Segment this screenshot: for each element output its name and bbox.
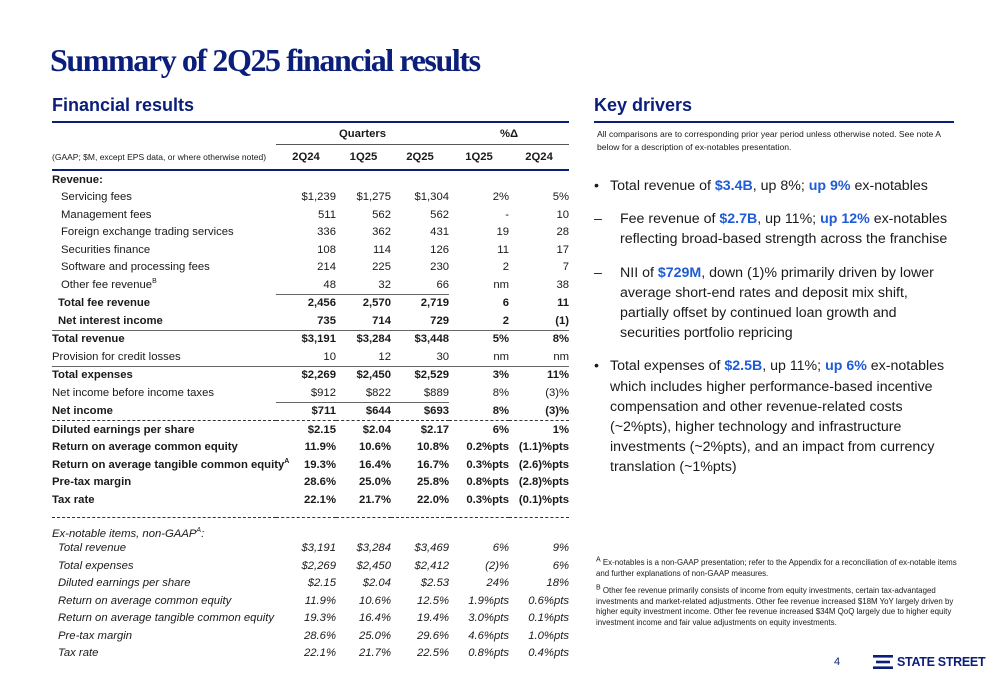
state-street-logo xyxy=(873,655,985,669)
table-cell: 19.3% xyxy=(303,612,336,625)
table-cell: 28.6% xyxy=(303,629,336,642)
state-street-logo-icon xyxy=(873,655,893,669)
table-row xyxy=(52,348,569,366)
driver-text: Total revenue of xyxy=(610,178,715,194)
table-cell: 6 xyxy=(449,294,509,312)
table-cell: 6% xyxy=(449,421,509,439)
row-label-text: Tax rate xyxy=(52,493,95,506)
table-cell: (2)% xyxy=(485,559,510,572)
driver-highlight: up 12% xyxy=(820,211,870,228)
drivers-note: All comparisons are to corresponding prior year period unless otherwise noted. See note A below for a description of ex-notables presentation. xyxy=(597,129,941,152)
table-cell: 0.8%pts xyxy=(466,476,510,489)
table-cell: 11 xyxy=(497,243,510,256)
footnotes xyxy=(596,558,958,636)
table-cell: 4.6%pts xyxy=(468,629,510,642)
driver-text: , up 11%; xyxy=(762,358,826,375)
row-label-text: Total expenses xyxy=(58,559,134,572)
row-label xyxy=(52,592,276,610)
table-row xyxy=(52,294,569,312)
table-cell: 16.4% xyxy=(358,612,391,625)
row-label xyxy=(52,348,276,366)
table-spacer xyxy=(52,509,569,518)
driver-text: Fee revenue of xyxy=(620,211,720,228)
table-cell: nm xyxy=(553,350,570,363)
driver-text: , down (1)% primarily driven by lower average short-end rates and deposit mix shift, partially offset by continued loan growth and securities portfolio repricing xyxy=(620,264,934,342)
row-label xyxy=(52,241,276,259)
table-row xyxy=(52,241,569,259)
table-cell: 562 xyxy=(430,208,450,221)
table-cell: (2.6)%pts xyxy=(518,458,570,471)
table-row xyxy=(52,610,569,628)
table-cell: 29.6% xyxy=(416,629,450,642)
table-cell: 0.4%pts xyxy=(528,647,570,660)
table-cell: $2.15 xyxy=(307,577,336,590)
row-label-text: Return on average tangible common equity xyxy=(58,612,275,625)
table-cell: 24% xyxy=(486,577,510,590)
footnote-a xyxy=(596,558,958,579)
row-label-text: Servicing fees xyxy=(61,191,132,204)
table-cell: 1% xyxy=(509,421,569,439)
table-cell: 362 xyxy=(372,226,391,239)
table-cell: 11% xyxy=(509,366,569,384)
quarters-group-header: Quarters xyxy=(276,123,449,145)
driver-highlight: up 9% xyxy=(808,178,851,194)
row-label xyxy=(52,456,290,474)
table-cell: (2.8)%pts xyxy=(518,476,570,489)
table-cell: nm xyxy=(493,350,510,363)
row-label-text: Provision for credit losses xyxy=(52,350,181,363)
exnotable-label-text: Ex-notable items, non-GAAP xyxy=(52,527,197,540)
table-cell: 11 xyxy=(509,294,569,312)
table-cell: nm xyxy=(493,278,510,291)
table-cell: $3,284 xyxy=(356,542,391,555)
row-label-text: Pre-tax margin xyxy=(58,629,133,642)
row-label-text: Net income before income taxes xyxy=(52,387,215,399)
table-cell: 22.0% xyxy=(416,493,450,506)
table-cell: 126 xyxy=(430,243,450,256)
table-row xyxy=(52,189,569,207)
table-cell: $693 xyxy=(391,402,449,421)
row-label xyxy=(52,224,276,242)
table-cell: $2.04 xyxy=(336,421,391,439)
row-label-text: Total fee revenue xyxy=(58,297,151,309)
footnote-a-text: Ex-notables is a non-GAAP presentation; refer to the Appendix for a reconciliation of ex-notable items and further explanations of non-GAAP measures. xyxy=(596,558,957,578)
row-label-text: Management fees xyxy=(61,208,152,221)
table-cell: 10 xyxy=(323,350,336,363)
driver-text: Total expenses of xyxy=(610,358,725,375)
table-cell: 21.7% xyxy=(358,647,391,660)
table-cell: 114 xyxy=(372,243,391,256)
table-cell: 2 xyxy=(502,314,510,327)
table-cell: (3)% xyxy=(545,386,570,399)
revenue-section-label: Revenue: xyxy=(52,173,103,186)
row-label xyxy=(52,366,276,384)
table-row xyxy=(52,206,569,224)
row-label-text: Return on average common equity xyxy=(52,441,238,454)
col-header-pct-1q25: 1Q25 xyxy=(449,145,509,171)
table-cell: 16.7% xyxy=(416,458,450,471)
table-cell: $1,304 xyxy=(414,191,450,204)
driver-text: , up 8%; xyxy=(752,178,809,194)
key-drivers-rule xyxy=(594,121,954,123)
row-label-text: Securities finance xyxy=(61,243,151,256)
financial-results-heading: Financial results xyxy=(52,95,195,115)
table-cell: $822 xyxy=(365,386,391,399)
table-cell: $3,284 xyxy=(336,330,391,348)
table-cell: 1.0%pts xyxy=(528,629,570,642)
exnotable-section-row xyxy=(52,517,569,540)
table-cell: $2,269 xyxy=(301,559,336,572)
pct-change-group-header: %Δ xyxy=(449,123,569,145)
table-cell: $2.15 xyxy=(276,421,336,439)
key-drivers-list xyxy=(594,176,959,491)
table-row xyxy=(52,366,569,384)
table-cell: $2,269 xyxy=(276,366,336,384)
table-cell: 16.4% xyxy=(358,458,391,471)
table-cell: 25.0% xyxy=(358,629,391,642)
table-column-header-row xyxy=(52,145,569,171)
table-cell: 10.6% xyxy=(358,441,391,454)
table-cell: $644 xyxy=(336,402,391,421)
row-label xyxy=(52,312,276,330)
table-cell: - xyxy=(505,208,510,221)
footnote-b-mark: B xyxy=(596,584,601,592)
driver-highlight: $2.5B xyxy=(724,358,763,375)
col-header-2q24: 2Q24 xyxy=(276,145,336,171)
table-cell: 8% xyxy=(449,402,509,421)
table-cell: 22.5% xyxy=(416,647,450,660)
table-cell: 225 xyxy=(372,261,391,274)
table-cell: 6% xyxy=(552,559,570,572)
row-label-text: Net interest income xyxy=(58,314,163,327)
row-label xyxy=(52,330,276,348)
table-cell: 7 xyxy=(562,261,570,274)
key-drivers-heading: Key drivers xyxy=(594,95,693,115)
table-cell: (1) xyxy=(555,314,570,327)
row-label-text: Pre-tax margin xyxy=(52,476,132,489)
row-label xyxy=(52,189,276,207)
row-label xyxy=(52,294,276,312)
row-label-text: Foreign exchange trading services xyxy=(61,226,234,239)
row-label xyxy=(52,206,276,224)
table-cell: 12.5% xyxy=(416,594,450,607)
driver-highlight: $3.4B xyxy=(714,178,753,194)
table-cell: 735 xyxy=(317,314,336,327)
footnote-a-mark: A xyxy=(596,556,601,564)
table-cell: 0.3%pts xyxy=(466,493,510,506)
footnote-ref: B xyxy=(152,278,157,286)
table-cell: 0.8%pts xyxy=(468,647,510,660)
table-cell: (1.1)%pts xyxy=(518,441,570,454)
table-cell: 1.9%pts xyxy=(468,594,510,607)
row-label-text: Return on average tangible common equity xyxy=(52,458,285,471)
table-cell: 25.8% xyxy=(416,476,450,489)
table-cell: $3,191 xyxy=(301,542,336,555)
row-label xyxy=(52,402,276,421)
table-row xyxy=(52,557,569,575)
table-cell: 22.1% xyxy=(303,493,336,506)
table-cell: 25.0% xyxy=(358,476,391,489)
row-label-text: Software and processing fees xyxy=(61,261,210,274)
table-row xyxy=(52,491,569,509)
row-label-text: Return on average common equity xyxy=(58,594,232,607)
table-row xyxy=(52,224,569,242)
driver-text: NII of xyxy=(620,264,658,281)
table-cell: 17 xyxy=(556,243,570,256)
table-cell: 2,570 xyxy=(336,294,391,312)
revenue-section-row xyxy=(52,170,569,189)
table-cell: $2,450 xyxy=(336,366,391,384)
table-row xyxy=(52,384,569,402)
col-header-pct-2q24: 2Q24 xyxy=(509,145,569,171)
row-label-text: Total revenue xyxy=(58,542,127,555)
table-cell: 48 xyxy=(323,278,336,291)
table-cell: $3,191 xyxy=(276,330,336,348)
table-cell: 714 xyxy=(372,314,391,327)
row-label-text: Other fee revenue xyxy=(61,279,153,291)
table-cell: 10 xyxy=(556,208,570,221)
row-label-text: Total expenses xyxy=(52,369,133,382)
table-cell: 108 xyxy=(317,243,336,256)
exnotable-section-label xyxy=(52,517,276,540)
driver-text: ex-notables reflecting broad-based strength across the franchise xyxy=(620,211,948,248)
table-cell: 10.8% xyxy=(416,441,450,454)
row-label xyxy=(52,627,276,645)
driver-highlight: $729M xyxy=(657,264,702,281)
table-cell: $2.53 xyxy=(420,577,450,590)
row-label-text: Total revenue xyxy=(52,333,125,346)
driver-highlight: up 6% xyxy=(825,358,867,375)
table-cell: 18% xyxy=(546,577,570,590)
driver-total-revenue xyxy=(594,176,959,196)
page-number: 4 xyxy=(834,656,841,668)
driver-text: ex-notables which includes higher performance-based incentive compensation and other revenue-related costs (~2%pts), higher technology and infrastructure investments (~2%pts), and an impact from currency translation (~1%pts) xyxy=(610,358,945,476)
table-cell: $2.17 xyxy=(391,421,449,439)
table-cell: 66 xyxy=(436,278,450,291)
table-cell: $2,412 xyxy=(414,559,450,572)
exnotable-label-suffix: : xyxy=(201,527,205,540)
table-row xyxy=(52,276,569,294)
table-row xyxy=(52,330,569,348)
driver-text: ex-notables xyxy=(850,178,928,194)
table-cell: 28 xyxy=(556,226,570,239)
table-cell: $3,448 xyxy=(391,330,449,348)
table-cell: 511 xyxy=(317,208,336,221)
table-cell: $711 xyxy=(276,402,336,421)
table-cell: 336 xyxy=(317,226,336,239)
table-cell: $2,529 xyxy=(391,366,449,384)
driver-highlight: $2.7B xyxy=(719,211,758,228)
table-row xyxy=(52,259,569,277)
table-cell: 214 xyxy=(317,261,336,274)
table-cell: 9% xyxy=(552,542,570,555)
table-cell: 12 xyxy=(378,350,391,363)
table-cell: 8% xyxy=(509,330,569,348)
table-cell: 22.1% xyxy=(303,647,336,660)
table-row xyxy=(52,627,569,645)
table-cell: 32 xyxy=(378,278,391,291)
table-cell: 28.6% xyxy=(303,476,336,489)
table-cell: 2,456 xyxy=(276,294,336,312)
table-row xyxy=(52,645,569,663)
table-row xyxy=(52,421,569,439)
table-cell: 3% xyxy=(449,366,509,384)
table-cell: 11.9% xyxy=(304,594,336,607)
table-description: (GAAP; $M, except EPS data, or where otherwise noted) xyxy=(52,145,276,171)
col-header-2q25: 2Q25 xyxy=(391,145,449,171)
table-cell: (3)% xyxy=(509,402,569,421)
row-label xyxy=(52,439,276,457)
row-label-text: Diluted earnings per share xyxy=(58,577,191,590)
table-cell: 729 xyxy=(430,314,450,327)
table-cell: 3.0%pts xyxy=(468,612,510,625)
row-label xyxy=(52,276,276,294)
row-label xyxy=(52,384,276,402)
row-label xyxy=(52,474,276,492)
table-row xyxy=(52,474,569,492)
table-cell: 10.6% xyxy=(358,594,391,607)
table-row xyxy=(52,456,569,474)
row-label xyxy=(52,645,276,663)
table-row xyxy=(52,439,569,457)
row-label xyxy=(52,491,276,509)
table-cell: 19 xyxy=(496,226,510,239)
table-cell: $1,239 xyxy=(301,191,336,204)
table-row xyxy=(52,312,569,330)
footnote-b xyxy=(596,586,958,628)
table-cell: 21.7% xyxy=(358,493,391,506)
table-cell: 38 xyxy=(556,278,570,291)
row-label xyxy=(52,575,276,593)
table-cell: $3,469 xyxy=(414,542,450,555)
table-cell: $889 xyxy=(423,386,450,399)
row-label-text: Diluted earnings per share xyxy=(52,423,195,436)
driver-total-expenses xyxy=(594,356,959,477)
table-cell: 2 xyxy=(502,261,510,274)
page-title: Summary of 2Q25 financial results xyxy=(50,42,480,78)
table-cell: 2% xyxy=(492,191,510,204)
row-label-text: Net income xyxy=(52,405,113,417)
table-cell: 2,719 xyxy=(391,294,449,312)
col-header-1q25: 1Q25 xyxy=(336,145,391,171)
driver-text: , up 11%; xyxy=(757,211,821,228)
financial-results-table xyxy=(52,123,569,662)
state-street-logo-text: STATE STREET xyxy=(897,655,986,669)
table-group-header-row xyxy=(52,123,569,145)
table-cell: 562 xyxy=(372,208,391,221)
table-row xyxy=(52,402,569,421)
row-label-text: Tax rate xyxy=(58,647,99,660)
table-cell: 230 xyxy=(430,261,450,274)
row-label xyxy=(52,259,276,277)
driver-fee-revenue xyxy=(594,209,959,249)
table-cell: $2.04 xyxy=(362,577,391,590)
footnote-b-text: Other fee revenue primarily consists of income from equity investments, certain tax-advantaged investments and market-related adjustments. Other fee revenue increased $18M YoY largely driven by higher equity investment income. Other fee revenue increased $34M QoQ largely due to higher equity investment income and fair value adjustments on equity investments. xyxy=(596,586,954,627)
footnote-ref: A xyxy=(284,457,290,465)
footnote-ref: A xyxy=(196,526,202,534)
driver-nii xyxy=(594,263,959,344)
table-cell: (0.1)%pts xyxy=(518,493,570,506)
table-cell: 19.3% xyxy=(303,458,336,471)
table-cell: 5% xyxy=(552,191,570,204)
table-cell: $2,450 xyxy=(356,559,391,572)
table-cell: 0.1%pts xyxy=(528,612,570,625)
table-row xyxy=(52,540,569,558)
table-cell: 11.9% xyxy=(304,441,336,454)
table-cell: 5% xyxy=(449,330,509,348)
table-cell: 8% xyxy=(492,386,510,399)
row-label xyxy=(52,610,276,628)
table-cell: $1,275 xyxy=(356,191,391,204)
table-cell: 0.6%pts xyxy=(528,594,570,607)
table-row xyxy=(52,592,569,610)
table-cell: 0.2%pts xyxy=(466,441,510,454)
row-label xyxy=(52,421,276,439)
table-cell: 6% xyxy=(492,542,510,555)
table-cell: 431 xyxy=(430,226,450,239)
row-label xyxy=(52,557,276,575)
table-cell: $912 xyxy=(310,386,336,399)
table-cell: 19.4% xyxy=(416,612,450,625)
row-label xyxy=(52,540,276,558)
table-cell: 30 xyxy=(436,350,450,363)
table-cell: 0.3%pts xyxy=(466,458,510,471)
table-row xyxy=(52,575,569,593)
